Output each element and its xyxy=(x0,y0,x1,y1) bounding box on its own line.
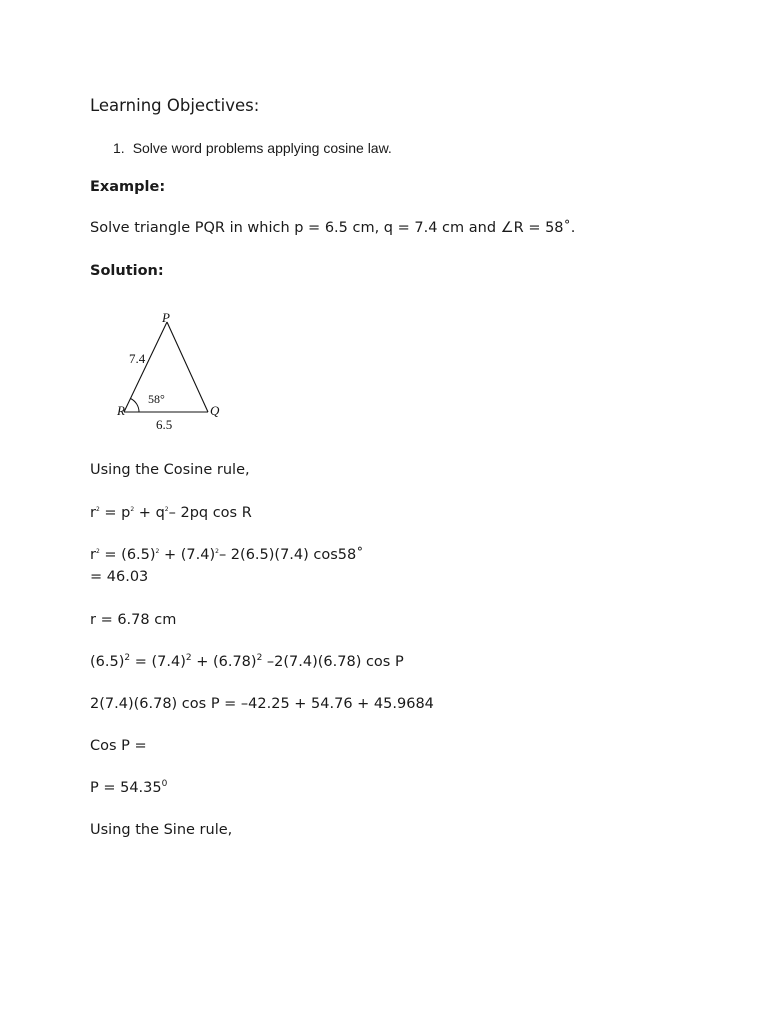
formula-part: r xyxy=(90,505,96,521)
vertex-p-label: P xyxy=(162,310,170,325)
objective-item xyxy=(113,139,392,157)
formula-part: P = 54.35 xyxy=(90,780,162,796)
cosine-rule-substitution xyxy=(90,546,364,564)
cosine-rule-formula xyxy=(90,504,252,522)
exponent: 2 xyxy=(130,506,135,513)
exponent: 2 xyxy=(164,506,169,513)
cos-p-expansion: 2(7.4)(6.78) cos P = –42.25 + 54.76 + 45.9684 xyxy=(90,696,434,712)
exponent: 2 xyxy=(185,653,192,664)
vertex-q-label: Q xyxy=(210,403,220,418)
exponent: 2 xyxy=(95,548,100,555)
solution-label: Solution: xyxy=(90,263,164,279)
example-text: Solve triangle PQR in which p = 6.5 cm, q = 7.4 cm and ∠R = 58˚. xyxy=(90,220,576,236)
exponent: 2 xyxy=(256,653,263,664)
formula-part: + q xyxy=(134,505,165,521)
objective-number: 1. xyxy=(113,140,125,156)
objective-text: Solve word problems applying cosine law. xyxy=(132,140,392,156)
vertex-r-label: R xyxy=(117,403,125,418)
formula-part: – 2(6.5)(7.4) cos58˚ xyxy=(218,547,364,563)
sine-rule-intro: Using the Sine rule, xyxy=(90,822,233,838)
cosine-rule-intro: Using the Cosine rule, xyxy=(90,462,250,478)
formula-part: + (7.4) xyxy=(159,547,216,563)
formula-part: = p xyxy=(99,505,131,521)
formula-part: – 2pq cos R xyxy=(168,505,252,521)
formula-part: (6.5) xyxy=(90,654,125,670)
angle-r-label: 58° xyxy=(148,392,165,406)
angle-r-arc xyxy=(131,399,140,413)
side-rq-label: 6.5 xyxy=(156,417,173,432)
formula-part: r xyxy=(90,547,96,563)
p-result xyxy=(90,779,167,797)
exponent: 2 xyxy=(95,506,100,513)
formula-part: –2(7.4)(6.78) cos P xyxy=(262,654,404,670)
r-result: r = 6.78 cm xyxy=(90,612,177,628)
degree-mark: 0 xyxy=(161,779,168,790)
cos-p-equation xyxy=(90,653,404,671)
side-pq xyxy=(167,322,208,412)
exponent: 2 xyxy=(124,653,131,664)
formula-part: = (6.5) xyxy=(99,547,156,563)
exponent: 2 xyxy=(155,548,160,555)
exponent: 2 xyxy=(215,548,219,555)
example-label: Example: xyxy=(90,179,166,195)
triangle-figure xyxy=(112,308,232,434)
formula-part: + (6.78) xyxy=(191,654,257,670)
triangle-diagram xyxy=(112,308,232,434)
learning-objectives-heading: Learning Objectives: xyxy=(90,96,260,115)
side-pr-label: 7.4 xyxy=(129,351,146,366)
r-squared-result: = 46.03 xyxy=(90,569,149,585)
formula-part: = (7.4) xyxy=(130,654,186,670)
cos-p-label: Cos P = xyxy=(90,738,147,754)
